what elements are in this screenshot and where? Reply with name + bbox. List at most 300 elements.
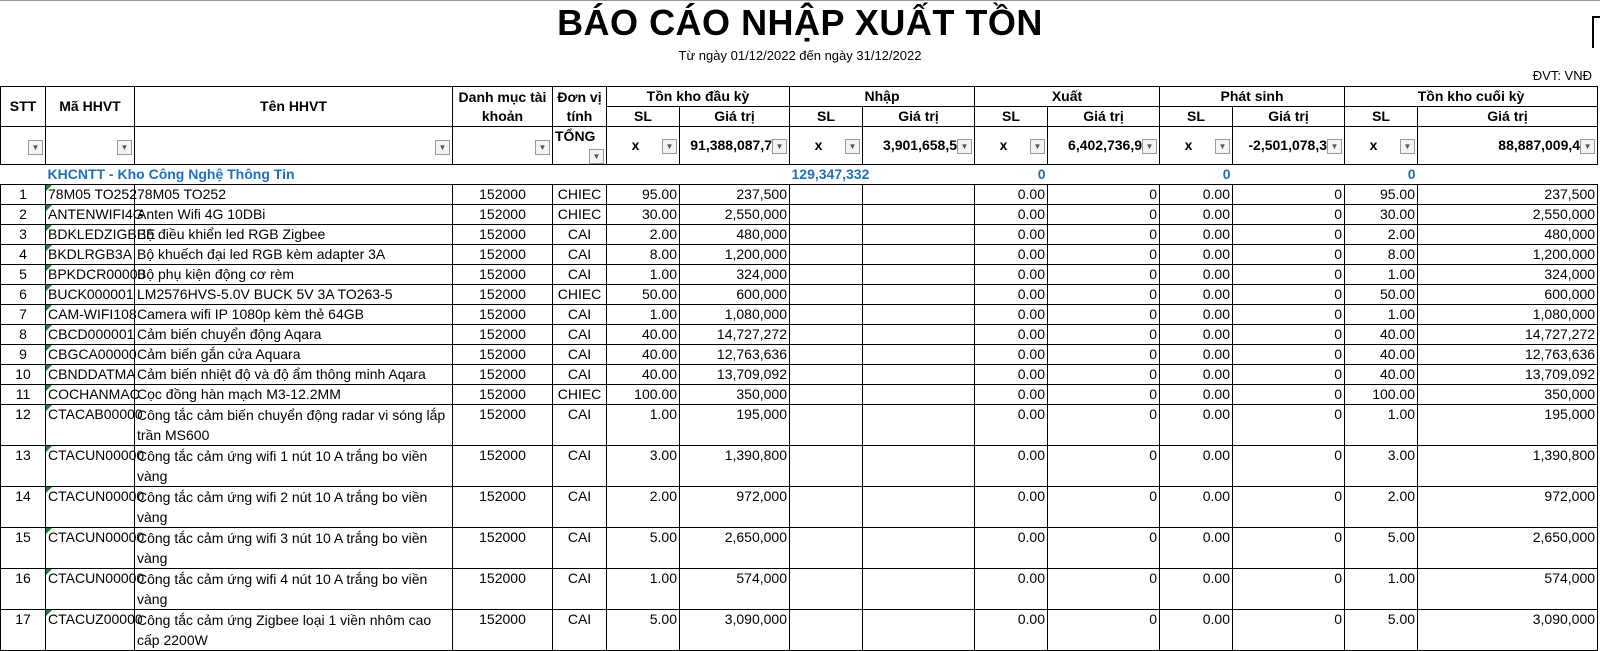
cell-import-sl[interactable] <box>790 285 863 305</box>
cell-code[interactable]: BKDLRGB3A <box>46 245 135 265</box>
cell-code[interactable]: COCHANMAC <box>46 385 135 405</box>
group-row[interactable] <box>1 165 1598 185</box>
cell-export-sl[interactable]: 0.00 <box>975 305 1048 325</box>
cell-change-value[interactable]: 0 <box>1233 446 1345 487</box>
filter-cell-closing-value[interactable] <box>1418 127 1598 165</box>
cell-opening-sl[interactable]: 95.00 <box>607 185 680 205</box>
cell-import-value[interactable] <box>863 225 975 245</box>
cell-uom[interactable]: CAI <box>553 528 607 569</box>
cell-closing-sl[interactable]: 1.00 <box>1345 569 1418 610</box>
cell-opening-sl[interactable]: 40.00 <box>607 345 680 365</box>
cell-import-value[interactable] <box>863 345 975 365</box>
cell-import-value[interactable] <box>863 446 975 487</box>
cell-name[interactable]: Bộ phụ kiện động cơ rèm <box>135 265 453 285</box>
cell-closing-value[interactable]: 972,000 <box>1418 487 1598 528</box>
table-row[interactable] <box>1 610 1598 651</box>
cell-opening-value[interactable]: 1,200,000 <box>680 245 790 265</box>
cell-change-value[interactable]: 0 <box>1233 345 1345 365</box>
cell-opening-value[interactable]: 195,000 <box>680 405 790 446</box>
cell-export-sl[interactable]: 0.00 <box>975 446 1048 487</box>
cell-opening-sl[interactable]: 1.00 <box>607 265 680 285</box>
cell-export-value[interactable]: 0 <box>1048 405 1160 446</box>
cell-uom[interactable]: CHIEC <box>553 285 607 305</box>
cell-change-sl[interactable]: 0.00 <box>1160 365 1233 385</box>
cell-account[interactable]: 152000 <box>453 305 553 325</box>
filter-cell-opening-value[interactable] <box>680 127 790 165</box>
cell-stt[interactable]: 12 <box>1 405 46 446</box>
cell-account[interactable]: 152000 <box>453 265 553 285</box>
table-row[interactable] <box>1 325 1598 345</box>
cell-export-sl[interactable]: 0.00 <box>975 185 1048 205</box>
filter-cell-import-value[interactable] <box>863 127 975 165</box>
cell-change-sl[interactable]: 0.00 <box>1160 225 1233 245</box>
cell-name[interactable]: Cảm biến gắn cửa Aquara <box>135 345 453 365</box>
cell-change-sl[interactable]: 0.00 <box>1160 245 1233 265</box>
cell-import-sl[interactable] <box>790 528 863 569</box>
cell-name[interactable]: Bộ điều khiển led RGB Zigbee <box>135 225 453 245</box>
cell-opening-value[interactable]: 3,090,000 <box>680 610 790 651</box>
cell-stt[interactable]: 9 <box>1 345 46 365</box>
cell-closing-sl[interactable]: 40.00 <box>1345 345 1418 365</box>
filter-dropdown-icon[interactable]: ▼ <box>772 139 787 154</box>
filter-dropdown-icon[interactable]: ▼ <box>117 140 132 155</box>
cell-stt[interactable]: 4 <box>1 245 46 265</box>
cell-change-value[interactable]: 0 <box>1233 225 1345 245</box>
table-row[interactable] <box>1 345 1598 365</box>
cell-change-sl[interactable]: 0.00 <box>1160 569 1233 610</box>
filter-cell-name[interactable] <box>135 127 453 165</box>
cell-uom[interactable]: CAI <box>553 225 607 245</box>
cell-change-sl[interactable]: 0.00 <box>1160 385 1233 405</box>
cell-export-value[interactable]: 0 <box>1048 385 1160 405</box>
filter-cell-account[interactable] <box>453 127 553 165</box>
cell-stt[interactable]: 7 <box>1 305 46 325</box>
cell-change-sl[interactable]: 0.00 <box>1160 325 1233 345</box>
filter-dropdown-icon[interactable]: ▼ <box>662 139 677 154</box>
filter-dropdown-icon[interactable]: ▼ <box>535 140 550 155</box>
cell-export-value[interactable]: 0 <box>1048 487 1160 528</box>
cell-uom[interactable]: CHIEC <box>553 385 607 405</box>
cell-closing-value[interactable]: 13,709,092 <box>1418 365 1598 385</box>
cell-import-sl[interactable] <box>790 610 863 651</box>
filter-dropdown-icon[interactable]: ▼ <box>28 140 43 155</box>
cell-change-value[interactable]: 0 <box>1233 610 1345 651</box>
table-row[interactable] <box>1 285 1598 305</box>
cell-export-sl[interactable]: 0.00 <box>975 487 1048 528</box>
cell-export-sl[interactable]: 0.00 <box>975 285 1048 305</box>
cell-import-sl[interactable] <box>790 487 863 528</box>
cell-opening-sl[interactable]: 100.00 <box>607 385 680 405</box>
cell-name[interactable]: Công tắc cảm ứng Zigbee loại 1 viền nhôm cao cấp 2200W <box>135 610 453 651</box>
filter-cell-export-sl[interactable] <box>975 127 1048 165</box>
cell-opening-value[interactable]: 1,390,800 <box>680 446 790 487</box>
cell-account[interactable]: 152000 <box>453 528 553 569</box>
cell-stt[interactable]: 2 <box>1 205 46 225</box>
cell-closing-value[interactable]: 12,763,636 <box>1418 345 1598 365</box>
cell-opening-sl[interactable]: 5.00 <box>607 610 680 651</box>
cell-account[interactable]: 152000 <box>453 185 553 205</box>
cell-account[interactable]: 152000 <box>453 446 553 487</box>
cell-import-sl[interactable] <box>790 225 863 245</box>
cell-name[interactable]: Cọc đồng hàn mạch M3-12.2MM <box>135 385 453 405</box>
cell-import-sl[interactable] <box>790 345 863 365</box>
cell-export-value[interactable]: 0 <box>1048 245 1160 265</box>
cell-export-sl[interactable]: 0.00 <box>975 365 1048 385</box>
cell-code[interactable]: BUCK000001 <box>46 285 135 305</box>
cell-code[interactable]: ANTENWIFI4G <box>46 205 135 225</box>
cell-export-sl[interactable]: 0.00 <box>975 225 1048 245</box>
cell-opening-sl[interactable]: 1.00 <box>607 305 680 325</box>
cell-export-value[interactable]: 0 <box>1048 265 1160 285</box>
cell-opening-value[interactable]: 1,080,000 <box>680 305 790 325</box>
cell-import-value[interactable] <box>863 305 975 325</box>
cell-closing-sl[interactable]: 1.00 <box>1345 305 1418 325</box>
cell-account[interactable]: 152000 <box>453 487 553 528</box>
cell-closing-sl[interactable]: 1.00 <box>1345 405 1418 446</box>
cell-import-sl[interactable] <box>790 446 863 487</box>
cell-change-sl[interactable]: 0.00 <box>1160 285 1233 305</box>
cell-export-value[interactable]: 0 <box>1048 185 1160 205</box>
cell-export-sl[interactable]: 0.00 <box>975 569 1048 610</box>
cell-closing-value[interactable]: 1,080,000 <box>1418 305 1598 325</box>
cell-uom[interactable]: CHIEC <box>553 205 607 225</box>
cell-opening-sl[interactable]: 3.00 <box>607 446 680 487</box>
cell-change-sl[interactable]: 0.00 <box>1160 265 1233 285</box>
cell-opening-sl[interactable]: 50.00 <box>607 285 680 305</box>
cell-name[interactable]: LM2576HVS-5.0V BUCK 5V 3A TO263-5 <box>135 285 453 305</box>
cell-closing-sl[interactable]: 8.00 <box>1345 245 1418 265</box>
table-row[interactable] <box>1 185 1598 205</box>
cell-uom[interactable]: CAI <box>553 569 607 610</box>
cell-uom[interactable]: CAI <box>553 405 607 446</box>
cell-export-value[interactable]: 0 <box>1048 325 1160 345</box>
cell-opening-value[interactable]: 350,000 <box>680 385 790 405</box>
cell-uom[interactable]: CAI <box>553 305 607 325</box>
table-row[interactable] <box>1 205 1598 225</box>
cell-code[interactable]: CBCD000001 <box>46 325 135 345</box>
filter-cell-import-sl[interactable] <box>790 127 863 165</box>
cell-closing-value[interactable]: 324,000 <box>1418 265 1598 285</box>
cell-account[interactable]: 152000 <box>453 245 553 265</box>
cell-closing-sl[interactable]: 3.00 <box>1345 446 1418 487</box>
cell-import-sl[interactable] <box>790 569 863 610</box>
table-row[interactable] <box>1 487 1598 528</box>
cell-import-sl[interactable] <box>790 405 863 446</box>
cell-opening-sl[interactable]: 8.00 <box>607 245 680 265</box>
cell-import-value[interactable] <box>863 528 975 569</box>
cell-uom[interactable]: CAI <box>553 610 607 651</box>
cell-change-value[interactable]: 0 <box>1233 365 1345 385</box>
cell-import-value[interactable] <box>863 245 975 265</box>
cell-opening-value[interactable]: 574,000 <box>680 569 790 610</box>
cell-closing-sl[interactable]: 2.00 <box>1345 225 1418 245</box>
filter-cell-closing-sl[interactable] <box>1345 127 1418 165</box>
cell-stt[interactable]: 15 <box>1 528 46 569</box>
cell-export-value[interactable]: 0 <box>1048 225 1160 245</box>
cell-opening-value[interactable]: 600,000 <box>680 285 790 305</box>
cell-uom[interactable]: CAI <box>553 245 607 265</box>
cell-closing-value[interactable]: 195,000 <box>1418 405 1598 446</box>
cell-name[interactable]: Camera wifi IP 1080p kèm thẻ 64GB <box>135 305 453 325</box>
cell-stt[interactable]: 10 <box>1 365 46 385</box>
cell-change-value[interactable]: 0 <box>1233 528 1345 569</box>
cell-code[interactable]: CBGCA00000 <box>46 345 135 365</box>
cell-opening-value[interactable]: 237,500 <box>680 185 790 205</box>
cell-change-value[interactable]: 0 <box>1233 487 1345 528</box>
cell-change-sl[interactable]: 0.00 <box>1160 610 1233 651</box>
cell-closing-sl[interactable]: 1.00 <box>1345 265 1418 285</box>
cell-uom[interactable]: CAI <box>553 446 607 487</box>
cell-account[interactable]: 152000 <box>453 345 553 365</box>
cell-code[interactable]: CBNDDATMA <box>46 365 135 385</box>
cell-import-value[interactable] <box>863 487 975 528</box>
cell-export-sl[interactable]: 0.00 <box>975 405 1048 446</box>
cell-change-sl[interactable]: 0.00 <box>1160 446 1233 487</box>
filter-dropdown-icon[interactable]: ▼ <box>1215 139 1230 154</box>
cell-stt[interactable]: 5 <box>1 265 46 285</box>
cell-opening-sl[interactable]: 30.00 <box>607 205 680 225</box>
cell-import-sl[interactable] <box>790 305 863 325</box>
cell-name[interactable]: Công tắc cảm biến chuyển động radar vi sóng lắp trần MS600 <box>135 405 453 446</box>
cell-name[interactable]: Công tắc cảm ứng wifi 1 nút 10 A trắng bo viền vàng <box>135 446 453 487</box>
cell-account[interactable]: 152000 <box>453 285 553 305</box>
cell-code[interactable]: CTACUZ00000 <box>46 610 135 651</box>
cell-code[interactable]: 78M05 TO252 <box>46 185 135 205</box>
cell-export-sl[interactable]: 0.00 <box>975 205 1048 225</box>
cell-name[interactable]: Anten Wifi 4G 10DBi <box>135 205 453 225</box>
cell-stt[interactable]: 17 <box>1 610 46 651</box>
filter-cell-export-value[interactable] <box>1048 127 1160 165</box>
table-row[interactable] <box>1 385 1598 405</box>
cell-closing-sl[interactable]: 5.00 <box>1345 528 1418 569</box>
cell-code[interactable]: CTACUN00000 <box>46 487 135 528</box>
cell-account[interactable]: 152000 <box>453 569 553 610</box>
cell-export-sl[interactable]: 0.00 <box>975 245 1048 265</box>
table-row[interactable] <box>1 265 1598 285</box>
table-row[interactable] <box>1 305 1598 325</box>
cell-import-value[interactable] <box>863 185 975 205</box>
cell-closing-value[interactable]: 574,000 <box>1418 569 1598 610</box>
filter-dropdown-icon[interactable]: ▼ <box>1142 139 1157 154</box>
table-row[interactable] <box>1 225 1598 245</box>
table-row[interactable] <box>1 569 1598 610</box>
cell-closing-value[interactable]: 1,200,000 <box>1418 245 1598 265</box>
cell-change-value[interactable]: 0 <box>1233 205 1345 225</box>
cell-name[interactable]: Công tắc cảm ứng wifi 2 nút 10 A trắng bo viền vàng <box>135 487 453 528</box>
cell-change-value[interactable]: 0 <box>1233 385 1345 405</box>
cell-stt[interactable]: 3 <box>1 225 46 245</box>
cell-change-value[interactable]: 0 <box>1233 245 1345 265</box>
cell-opening-value[interactable]: 480,000 <box>680 225 790 245</box>
cell-export-value[interactable]: 0 <box>1048 345 1160 365</box>
cell-opening-sl[interactable]: 2.00 <box>607 487 680 528</box>
cell-import-value[interactable] <box>863 365 975 385</box>
cell-export-sl[interactable]: 0.00 <box>975 265 1048 285</box>
cell-opening-sl[interactable]: 5.00 <box>607 528 680 569</box>
table-row[interactable] <box>1 365 1598 385</box>
table-row[interactable] <box>1 245 1598 265</box>
cell-stt[interactable]: 14 <box>1 487 46 528</box>
filter-dropdown-icon[interactable]: ▼ <box>1580 139 1595 154</box>
cell-export-sl[interactable]: 0.00 <box>975 345 1048 365</box>
cell-export-value[interactable]: 0 <box>1048 446 1160 487</box>
cell-account[interactable]: 152000 <box>453 385 553 405</box>
cell-closing-sl[interactable]: 95.00 <box>1345 185 1418 205</box>
cell-change-sl[interactable]: 0.00 <box>1160 185 1233 205</box>
cell-export-value[interactable]: 0 <box>1048 569 1160 610</box>
filter-cell-change-value[interactable] <box>1233 127 1345 165</box>
filter-dropdown-icon[interactable]: ▼ <box>845 139 860 154</box>
cell-opening-sl[interactable]: 40.00 <box>607 325 680 345</box>
cell-code[interactable]: CTACUN00000 <box>46 569 135 610</box>
cell-name[interactable]: Cảm biến chuyển động Aqara <box>135 325 453 345</box>
cell-import-sl[interactable] <box>790 185 863 205</box>
table-row[interactable] <box>1 405 1598 446</box>
cell-stt[interactable]: 13 <box>1 446 46 487</box>
cell-closing-value[interactable]: 350,000 <box>1418 385 1598 405</box>
table-row[interactable] <box>1 528 1598 569</box>
cell-stt[interactable]: 11 <box>1 385 46 405</box>
cell-import-value[interactable] <box>863 610 975 651</box>
cell-closing-sl[interactable]: 30.00 <box>1345 205 1418 225</box>
cell-code[interactable]: CAM-WIFI108 <box>46 305 135 325</box>
cell-export-value[interactable]: 0 <box>1048 528 1160 569</box>
filter-dropdown-icon[interactable]: ▼ <box>589 149 604 164</box>
cell-code[interactable]: CTACUN00000 <box>46 528 135 569</box>
cell-name[interactable]: Bộ khuếch đại led RGB kèm adapter 3A <box>135 245 453 265</box>
cell-import-value[interactable] <box>863 569 975 610</box>
cell-export-value[interactable]: 0 <box>1048 365 1160 385</box>
cell-closing-value[interactable]: 480,000 <box>1418 225 1598 245</box>
table-row[interactable] <box>1 446 1598 487</box>
cell-export-value[interactable]: 0 <box>1048 305 1160 325</box>
cell-opening-sl[interactable]: 2.00 <box>607 225 680 245</box>
cell-change-sl[interactable]: 0.00 <box>1160 205 1233 225</box>
cell-import-sl[interactable] <box>790 265 863 285</box>
filter-dropdown-icon[interactable]: ▼ <box>957 139 972 154</box>
cell-closing-sl[interactable]: 50.00 <box>1345 285 1418 305</box>
cell-export-value[interactable]: 0 <box>1048 285 1160 305</box>
cell-code[interactable]: BPKDCR00000 <box>46 265 135 285</box>
cell-change-sl[interactable]: 0.00 <box>1160 305 1233 325</box>
cell-closing-value[interactable]: 1,390,800 <box>1418 446 1598 487</box>
cell-closing-value[interactable]: 600,000 <box>1418 285 1598 305</box>
cell-account[interactable]: 152000 <box>453 610 553 651</box>
cell-change-value[interactable]: 0 <box>1233 405 1345 446</box>
cell-uom[interactable]: CAI <box>553 365 607 385</box>
cell-import-sl[interactable] <box>790 205 863 225</box>
cell-name[interactable]: Công tắc cảm ứng wifi 3 nút 10 A trắng bo viền vàng <box>135 528 453 569</box>
cell-change-value[interactable]: 0 <box>1233 265 1345 285</box>
cell-closing-value[interactable]: 3,090,000 <box>1418 610 1598 651</box>
cell-account[interactable]: 152000 <box>453 205 553 225</box>
cell-opening-value[interactable]: 972,000 <box>680 487 790 528</box>
cell-closing-value[interactable]: 237,500 <box>1418 185 1598 205</box>
cell-opening-sl[interactable]: 40.00 <box>607 365 680 385</box>
cell-import-value[interactable] <box>863 325 975 345</box>
cell-export-sl[interactable]: 0.00 <box>975 610 1048 651</box>
cell-uom[interactable]: CAI <box>553 325 607 345</box>
cell-export-value[interactable]: 0 <box>1048 205 1160 225</box>
cell-account[interactable]: 152000 <box>453 405 553 446</box>
cell-closing-value[interactable]: 14,727,272 <box>1418 325 1598 345</box>
cell-import-sl[interactable] <box>790 245 863 265</box>
filter-cell-stt[interactable] <box>1 127 46 165</box>
cell-code[interactable]: CTACAB00000 <box>46 405 135 446</box>
cell-uom[interactable]: CAI <box>553 265 607 285</box>
cell-closing-sl[interactable]: 40.00 <box>1345 365 1418 385</box>
cell-import-sl[interactable] <box>790 385 863 405</box>
filter-dropdown-icon[interactable]: ▼ <box>435 140 450 155</box>
cell-opening-sl[interactable]: 1.00 <box>607 405 680 446</box>
cell-opening-value[interactable]: 2,550,000 <box>680 205 790 225</box>
cell-closing-value[interactable]: 2,650,000 <box>1418 528 1598 569</box>
cell-import-value[interactable] <box>863 205 975 225</box>
cell-change-sl[interactable]: 0.00 <box>1160 487 1233 528</box>
cell-stt[interactable]: 16 <box>1 569 46 610</box>
cell-change-value[interactable]: 0 <box>1233 285 1345 305</box>
cell-stt[interactable]: 8 <box>1 325 46 345</box>
cell-opening-sl[interactable]: 1.00 <box>607 569 680 610</box>
cell-opening-value[interactable]: 13,709,092 <box>680 365 790 385</box>
cell-change-sl[interactable]: 0.00 <box>1160 405 1233 446</box>
cell-name[interactable]: Công tắc cảm ứng wifi 4 nút 10 A trắng bo viền vàng <box>135 569 453 610</box>
filter-cell-uom[interactable] <box>553 127 607 165</box>
cell-name[interactable]: Cảm biến nhiệt độ và độ ẩm thông minh Aqara <box>135 365 453 385</box>
cell-import-value[interactable] <box>863 385 975 405</box>
cell-change-value[interactable]: 0 <box>1233 305 1345 325</box>
filter-cell-code[interactable] <box>46 127 135 165</box>
filter-dropdown-icon[interactable]: ▼ <box>1400 139 1415 154</box>
cell-export-sl[interactable]: 0.00 <box>975 528 1048 569</box>
cell-change-value[interactable]: 0 <box>1233 325 1345 345</box>
cell-code[interactable]: BDKLEDZIGBEE <box>46 225 135 245</box>
cell-export-sl[interactable]: 0.00 <box>975 325 1048 345</box>
cell-export-value[interactable]: 0 <box>1048 610 1160 651</box>
filter-cell-change-sl[interactable] <box>1160 127 1233 165</box>
cell-export-sl[interactable]: 0.00 <box>975 385 1048 405</box>
cell-account[interactable]: 152000 <box>453 365 553 385</box>
cell-opening-value[interactable]: 14,727,272 <box>680 325 790 345</box>
cell-change-value[interactable]: 0 <box>1233 185 1345 205</box>
cell-closing-value[interactable]: 2,550,000 <box>1418 205 1598 225</box>
cell-closing-sl[interactable]: 5.00 <box>1345 610 1418 651</box>
cell-import-sl[interactable] <box>790 325 863 345</box>
cell-import-value[interactable] <box>863 265 975 285</box>
cell-uom[interactable]: CHIEC <box>553 185 607 205</box>
cell-change-sl[interactable]: 0.00 <box>1160 345 1233 365</box>
filter-cell-opening-sl[interactable] <box>607 127 680 165</box>
cell-change-sl[interactable]: 0.00 <box>1160 528 1233 569</box>
cell-name[interactable]: 78M05 TO252 <box>135 185 453 205</box>
cell-opening-value[interactable]: 2,650,000 <box>680 528 790 569</box>
cell-opening-value[interactable]: 324,000 <box>680 265 790 285</box>
cell-closing-sl[interactable]: 100.00 <box>1345 385 1418 405</box>
cell-account[interactable]: 152000 <box>453 225 553 245</box>
cell-closing-sl[interactable]: 40.00 <box>1345 325 1418 345</box>
cell-import-sl[interactable] <box>790 365 863 385</box>
cell-stt[interactable]: 6 <box>1 285 46 305</box>
cell-import-value[interactable] <box>863 285 975 305</box>
cell-change-value[interactable]: 0 <box>1233 569 1345 610</box>
cell-closing-sl[interactable]: 2.00 <box>1345 487 1418 528</box>
cell-import-value[interactable] <box>863 405 975 446</box>
cell-opening-value[interactable]: 12,763,636 <box>680 345 790 365</box>
cell-account[interactable]: 152000 <box>453 325 553 345</box>
filter-dropdown-icon[interactable]: ▼ <box>1030 139 1045 154</box>
cell-uom[interactable]: CAI <box>553 487 607 528</box>
cell-code[interactable]: CTACUN00000 <box>46 446 135 487</box>
